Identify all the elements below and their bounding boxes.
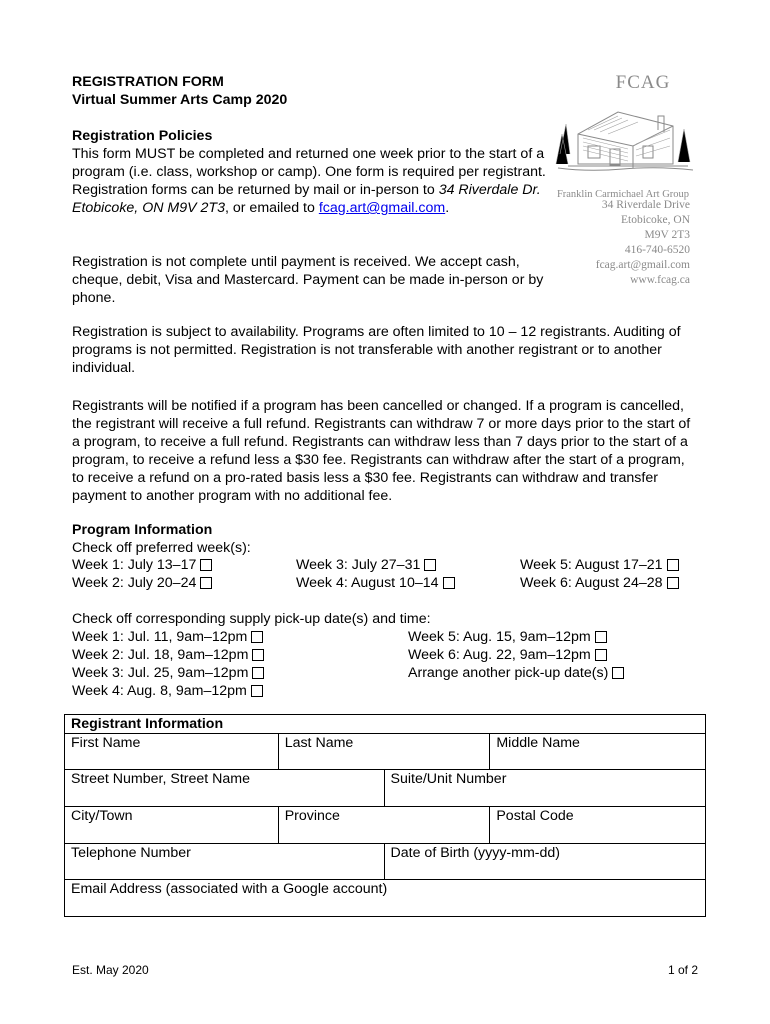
middle-name-field[interactable]: Middle Name: [490, 734, 706, 770]
email-field[interactable]: Email Address (associated with a Google account): [65, 880, 706, 917]
pickup-option[interactable]: Arrange another pick-up date(s): [408, 664, 624, 682]
program-heading: Program Information: [72, 522, 213, 538]
policy-paragraph-1: This form MUST be completed and returned one week prior to the start of a program (i.e. class, workshop or camp). One form is required per registrant. Registration forms can be returned by mail or in-person to 34 Riverdale Dr. Etobicoke, ON M9V 2T3, or emailed to fcag.art@gmail.com.: [72, 146, 546, 216]
registrant-heading: Registrant Information: [65, 715, 706, 734]
email-link[interactable]: fcag.art@gmail.com: [318, 200, 446, 216]
pickup-option[interactable]: Week 4: Aug. 8, 9am–12pm: [72, 682, 263, 700]
address-line: Etobicoke, ON: [621, 214, 690, 226]
street-field[interactable]: Street Number, Street Name: [65, 770, 385, 807]
week-3-checkbox[interactable]: [424, 559, 436, 571]
pickup-week-1-checkbox[interactable]: [251, 631, 263, 643]
suite-field[interactable]: Suite/Unit Number: [384, 770, 705, 807]
policy-paragraph-4: Registrants will be notified if a program has been cancelled or changed. If a program is cancelled, the registrant will receive a full refund. Registrants can withdraw 7 or more days prior to the start of a program, to receive a full refund. Registrants can withdraw less than 7 days prior to the start of a program, to receive a refund less a $30 fee. Registrants can withdraw after the start of a program, to receive a refund on a pro-rated basis less a $30 fee. Registrants can withdraw and transfer payment to another program with no additional fee.: [72, 398, 691, 504]
footer-established: Est. May 2020: [72, 963, 149, 977]
postal-code-field[interactable]: Postal Code: [490, 807, 706, 844]
week-instruction: Check off preferred week(s):: [72, 540, 251, 556]
week-option[interactable]: Week 4: August 10–14: [296, 574, 455, 592]
address-line: M9V 2T3: [644, 229, 690, 241]
pickup-other-checkbox[interactable]: [612, 667, 624, 679]
registration-policies: [72, 127, 552, 217]
address-line: 34 Riverdale Drive: [601, 199, 690, 211]
week-4-checkbox[interactable]: [443, 577, 455, 589]
address-line: 416-740-6520: [624, 244, 690, 256]
province-field[interactable]: Province: [278, 807, 490, 844]
address-line: www.fcag.ca: [630, 274, 690, 286]
dob-field[interactable]: Date of Birth (yyyy-mm-dd): [384, 844, 705, 880]
week-option[interactable]: Week 5: August 17–21: [520, 556, 679, 574]
week-5-checkbox[interactable]: [667, 559, 679, 571]
pickup-option[interactable]: Week 5: Aug. 15, 9am–12pm: [408, 628, 607, 646]
city-field[interactable]: City/Town: [65, 807, 279, 844]
fcag-logo: [548, 72, 698, 200]
pickup-option[interactable]: Week 6: Aug. 22, 9am–12pm: [408, 646, 607, 664]
page-number: 1 of 2: [667, 963, 698, 977]
policy-paragraph-3: Registration is subject to availability. Programs are often limited to 10 – 12 registrants. Auditing of programs is not permitted. Registration is not transferable with another registrant or to another individual.: [72, 324, 681, 376]
registrant-info-table: [64, 714, 706, 917]
policy-paragraph-2: Registration is not complete until payment is received. We accept cash, cheque, debit, Visa and Mastercard. Payment can be made in-person or by phone.: [72, 254, 544, 306]
week-option[interactable]: Week 3: July 27–31: [296, 556, 436, 574]
contact-address: [560, 198, 690, 288]
first-name-field[interactable]: First Name: [65, 734, 279, 770]
pickup-week-4-checkbox[interactable]: [251, 685, 263, 697]
address-line: fcag.art@gmail.com: [595, 259, 690, 271]
week-option[interactable]: Week 2: July 20–24: [72, 574, 212, 592]
last-name-field[interactable]: Last Name: [278, 734, 490, 770]
house-sketch-icon: [548, 94, 698, 182]
logo-group-name: Franklin Carmichael Art Group: [556, 189, 690, 200]
pickup-week-2-checkbox[interactable]: [252, 649, 264, 661]
week-2-checkbox[interactable]: [200, 577, 212, 589]
week-1-checkbox[interactable]: [200, 559, 212, 571]
pickup-option[interactable]: Week 3: Jul. 25, 9am–12pm: [72, 664, 264, 682]
pickup-week-6-checkbox[interactable]: [595, 649, 607, 661]
form-subtitle: Virtual Summer Arts Camp 2020: [72, 92, 288, 108]
form-header: [72, 73, 287, 109]
pickup-option[interactable]: Week 2: Jul. 18, 9am–12pm: [72, 646, 264, 664]
telephone-field[interactable]: Telephone Number: [65, 844, 385, 880]
pickup-instruction: Check off corresponding supply pick-up date(s) and time:: [72, 611, 431, 627]
pickup-option[interactable]: Week 1: Jul. 11, 9am–12pm: [72, 628, 263, 646]
form-title: REGISTRATION FORM: [72, 74, 224, 90]
week-option[interactable]: Week 1: July 13–17: [72, 556, 212, 574]
pickup-week-3-checkbox[interactable]: [252, 667, 264, 679]
week-option[interactable]: Week 6: August 24–28: [520, 574, 679, 592]
pickup-week-5-checkbox[interactable]: [595, 631, 607, 643]
mailing-address: 34 Riverdale Dr. Etobicoke, ON M9V 2T3: [72, 182, 541, 216]
policies-heading: Registration Policies: [72, 128, 213, 144]
week-6-checkbox[interactable]: [667, 577, 679, 589]
logo-name: FCAG: [615, 72, 671, 93]
